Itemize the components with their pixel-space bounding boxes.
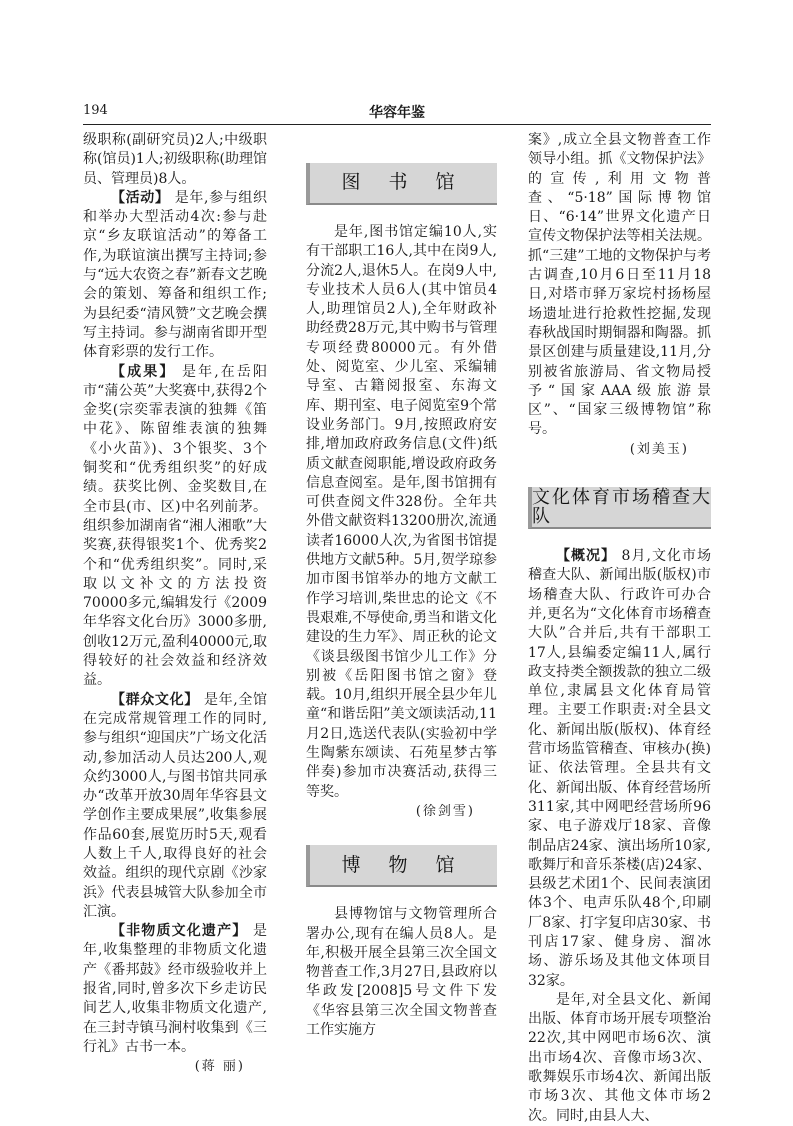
header-rule — [83, 124, 711, 125]
paragraph-museum-continued: 案》,成立全县文物普查工作领导小组。抓《文物保护法》的宣传,利用文物普查、“5·18”国际博物馆日、“6·14”世界文化遗产日宣传文物保护法等相关法规。抓“三建”工地的文物保护与考古调查,10月6日至11月18日,对塔市驿万家垸村扬杨屋场遗址进行抢救性挖掘,发现春秋战国时期铜器和陶器。抓景区创建与质量建设,11月,分别被省旅游局、省文物局授予“国家AAA级旅游景区”、“国家三级博物馆”称号。 — [528, 132, 711, 438]
paragraph-overview — [528, 547, 711, 991]
paragraph-staff-titles: 级职称(副研究员)2人;中级职称(馆员)1人;初级职称(助理馆员、管理员)8人。 — [83, 132, 268, 187]
author-signature: (刘美玉) — [629, 441, 689, 457]
author-signature: (徐剑雪) — [415, 803, 475, 819]
results-label: 【成果】 — [111, 363, 176, 380]
paragraph-results — [83, 363, 267, 691]
column-right — [528, 131, 711, 1126]
mass-culture-label: 【群众文化】 — [111, 691, 199, 708]
running-title: 华容年鉴 — [369, 105, 425, 121]
activities-label: 【活动】 — [111, 189, 170, 206]
overview-text: 8月,文化市场稽查大队、新闻出版(版权)市场稽查大队、行政许可办合并,更名为“文化体育市场稽查大队”合并后,共有干部职工17人,县编委定编11人,属行政支持类全额拨款的独立二级单位,隶属县文化体育局管理。主要工作职责:对全县文化、新闻出版(版权)、体育经营市场监管稽查、审核办(换)证、依法管理。全县共有文化、新闻出版、体育经营场所311家,其中网吧经营场所96家、电子游戏厅18家、音像制品店24家、演出场所10家,歌舞厅和音乐茶楼(店)24家、县级艺术团1个、民间表演团体3个、电声乐队48个,印刷厂8家、打字复印店30家、书刊店17家、健身房、溜冰场、游乐场及其他文体项目32家。 — [528, 548, 712, 989]
results-text: 是年,在岳阳市“蒲公英”大奖赛中,获得2个金奖(宗奕霏表演的独舞《笛中花》、陈留维表演的独舞《小火苗》)、3个银奖、3个铜奖和“优秀组织奖”的好成绩。获奖比例、金奖数目,在全市县(市、区)中名列前茅。组织参加湖南省“湘人湘歌”大奖赛,获得银奖1个、优秀奖2个和“优秀组织奖”。同时,采取以文补文的方法投资70000多元,编辑发行《2009年华容文化台历》3000多册,创收12万元,盈利40000元,取得较好的社会效益和经济效益。 — [83, 363, 267, 689]
paragraph-heritage — [83, 922, 267, 1057]
paragraph-activities — [83, 189, 267, 363]
activities-text: 是年,参与组织和举办大型活动4次:参与赴京“乡友联谊活动”的筹备工作,为联谊演出撰写主持词;参与“远大农资之春”新春文艺晚会的策划、筹备和组织工作;为县纪委“清风赞”文艺晚会撰写主持词。参与湖南省即开型体育彩票的发行工作。 — [83, 189, 268, 361]
paragraph-library: 是年,图书馆定编10人,实有干部职工16人,其中在岗9人,分流2人,退休5人。在岗9人中,专业技术人员6人(其中馆员4人,助理馆员2人),全年财政补助经费28万元,其中购书与管理专项经费80000元。有外借处、阅览室、少儿室、采编辅导室、古籍阅报室、东海文库、期刊室、电子阅览室9个常设业务部门。9月,按照政府安排,增加政府政务信息(文件)纸质文献查阅职能,增设政府政务信息查阅室。是年,图书馆拥有可供查阅文件328份。全年共外借文献资料13200册次,流通读者16000人次,为省图书馆提供地方文献5种。5月,贺学琼参加市图书馆举办的地方文献工作学习培训,柴世忠的论文《不畏艰难,不辱使命,勇当和谐文化建设的生力军》、周正秋的论文《谈县级图书馆少儿工作》分别被《岳阳图书馆之窗》登载。10月,组织开展全县少年儿童“和谐岳阳”美文颂读活动,11月2日,选送代表队(实验初中学生陶紫东颂读、石苑星梦古筝伴奏)参加市决赛活动,获得三等奖。 — [306, 224, 497, 800]
column-middle — [306, 131, 497, 1040]
page-number: 194 — [83, 103, 108, 118]
paragraph-museum: 县博物馆与文物管理所合署办公,现有在编人员8人。是年,积极开展全县第三次全国文物普查工作,3月27日,县政府以华政发[2008]5号文件下发《华容县第三次全国文物普查工作实施方 — [306, 906, 497, 1038]
paragraph-market-rectification: 是年,对全县文化、新闻出版、体育市场开展专项整治22次,其中网吧市场6次、演出市场4次、音像市场3次、歌舞娱乐市场4次、新闻出版市场3次、其他文体市场2次。同时,由县人大、 — [528, 991, 711, 1124]
paragraph-mass-culture — [83, 691, 267, 923]
overview-label: 【概况】 — [556, 548, 617, 565]
column-left — [83, 131, 267, 1077]
heritage-text: 是年,收集整理的非物质文化遗产《番邦鼓》经市级验收并上报省,同时,曾多次下乡走访民间艺人,收集非物质文化遗产,在三封寺镇马涧村收集到《三行礼》古书一本。 — [83, 923, 268, 1055]
section-heading-library: 图 书 馆 — [306, 163, 497, 205]
section-heading-museum: 博 物 馆 — [306, 845, 497, 887]
mass-culture-text: 是年,全馆在完成常规管理工作的同时,参与组织“迎国庆”广场文化活动,参加活动人员达200人,观众约3000人,与图书馆共同承办“改革开放30周年华容县文学创作主要成果展”,收集参展作品60套,展览历时5天,观看人数上千人,取得良好的社会效益。组织的现代京剧《沙家浜》代表县城管大队参加全市汇演。 — [83, 691, 267, 920]
author-signature: (蒋 丽) — [194, 1059, 245, 1075]
heritage-label: 【非物质文化遗产】 — [111, 923, 248, 940]
section-heading-market-inspection: 文化体育市场稽查大队 — [528, 487, 711, 529]
page-header — [83, 103, 711, 123]
